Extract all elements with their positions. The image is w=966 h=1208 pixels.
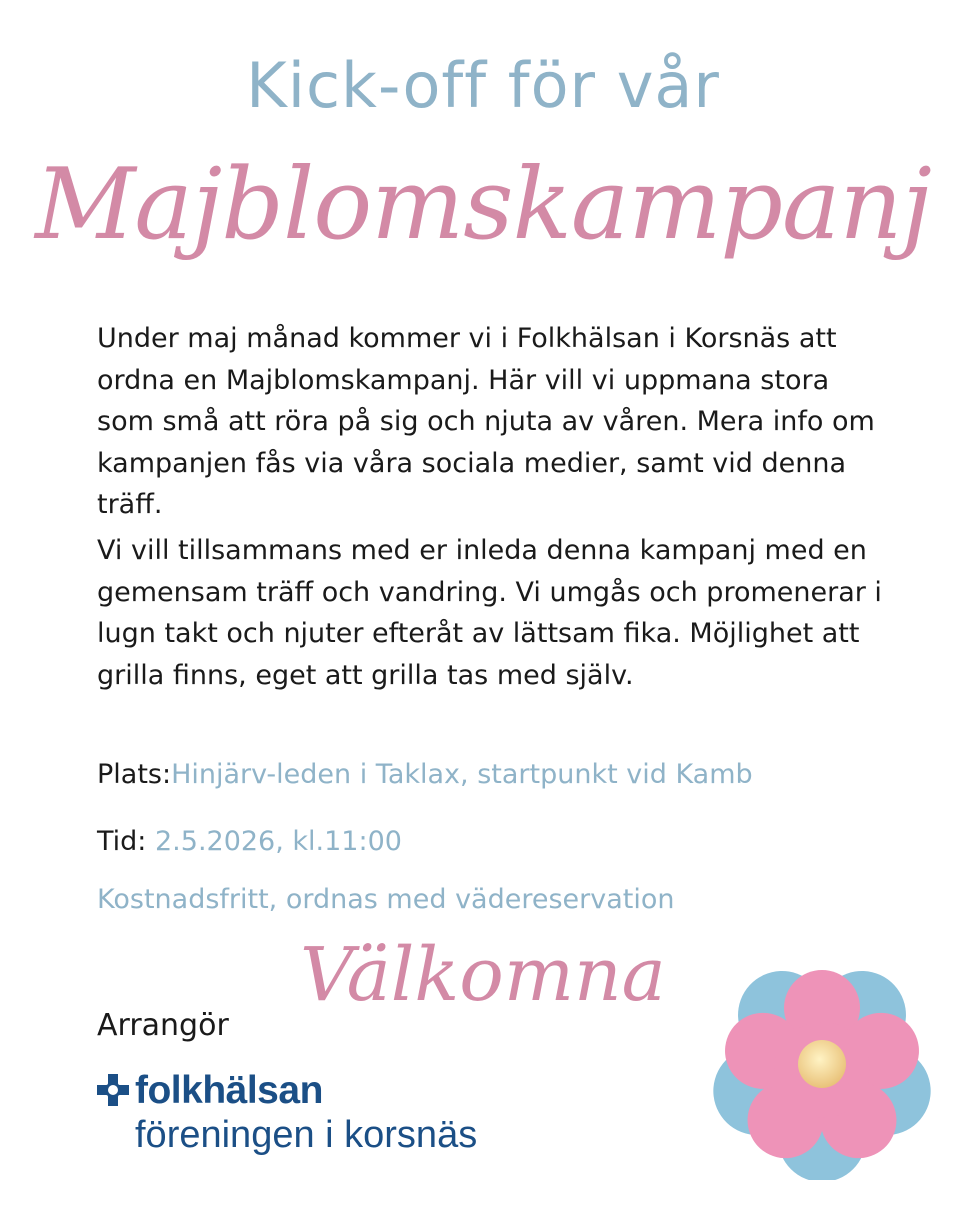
event-paragraph: Vi vill tillsammans med er inleda denna kampanj med en gemensam träff och vandring. Vi umgås och promenerar i lugn takt och njuter efteråt av lättsam fika. Möjlighet att grilla finns, eget att grilla tas med själv.: [97, 535, 882, 691]
welcome-text: Välkomna: [300, 932, 666, 1018]
folkhalsan-cross-icon: [97, 1074, 129, 1106]
logo-subtitle: föreningen i korsnäs: [135, 1114, 478, 1156]
organizer-logo: [97, 1068, 537, 1168]
logo-brand: folkhälsan: [135, 1069, 323, 1112]
cost-note: Kostnadsfritt, ordnas med vädereservation: [97, 884, 675, 915]
intro-paragraph: Under maj månad kommer vi i Folkhälsan i Korsnäs att ordna en Majblomskampanj. Här vill vi uppmana stora som små att röra på sig och njuta av våren. Mera info om kampanjen fås via våra sociala medier, samt vid denna träff.: [97, 323, 875, 520]
time-value: 2.5.2026, kl.11:00: [155, 826, 402, 857]
place-value: Hinjärv-leden i Taklax, startpunkt vid Kamb: [171, 759, 753, 790]
event-heading: Kick-off för vår: [246, 49, 720, 122]
time-line: [97, 822, 402, 862]
organizer-label: Arrangör: [97, 1008, 229, 1043]
mayflower-icon: [706, 958, 938, 1180]
place-label: Plats:: [97, 759, 172, 790]
campaign-title: Majblomskampanj: [35, 148, 931, 262]
time-label: Tid:: [97, 826, 147, 857]
place-line: [97, 755, 753, 795]
